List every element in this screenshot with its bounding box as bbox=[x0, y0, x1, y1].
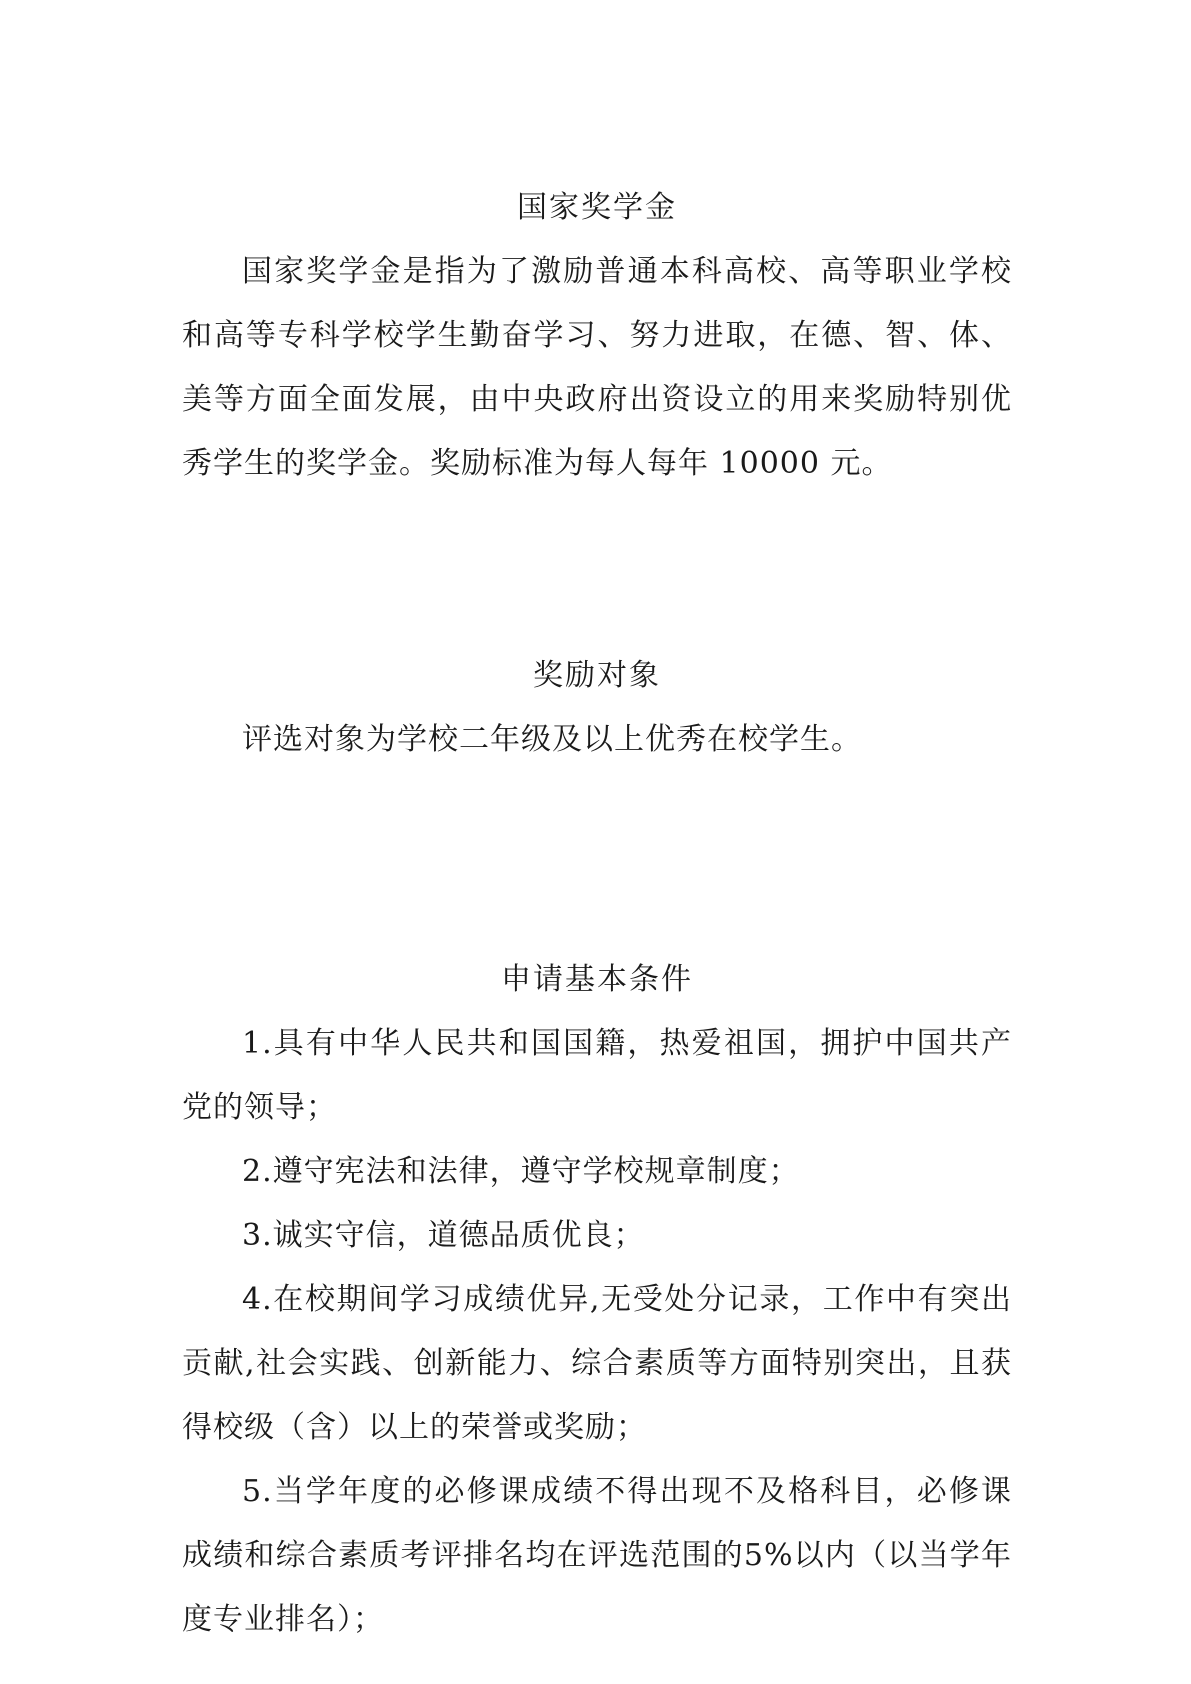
award-target-description: 评选对象为学校二年级及以上优秀在校学生。 bbox=[242, 722, 862, 757]
spacer bbox=[182, 496, 1012, 644]
condition-item-1: 1.具有中华人民共和国国籍，热爱祖国，拥护中国共产党的领导； bbox=[182, 1026, 1012, 1125]
scholarship-description: 国家奖学金是指为了激励普通本科高校、高等职业学校和高等专科学校学生勤奋学习、努力进取，在德、智、体、美等方面全面发展，由中央政府出资设立的用来奖励特别优秀学生的奖学金。奖励标准为每人每年 10000 元。 bbox=[182, 254, 1012, 481]
section-title-award-target: 奖励对象 bbox=[533, 658, 661, 693]
condition-item-3: 3.诚实守信，道德品质优良； bbox=[242, 1218, 645, 1253]
spacer bbox=[182, 772, 1012, 948]
section-title-conditions: 申请基本条件 bbox=[501, 962, 693, 997]
condition-item-2: 2.遵守宪法和法律，遵守学校规章制度； bbox=[242, 1154, 800, 1189]
section-title-scholarship: 国家奖学金 bbox=[517, 190, 677, 225]
document-content bbox=[182, 176, 1012, 1652]
conditions-list bbox=[182, 1012, 1012, 1652]
condition-item-5: 5.当学年度的必修课成绩不得出现不及格科目，必修课成绩和综合素质考评排名均在评选范围的5%以内（以当学年度专业排名）； bbox=[182, 1474, 1012, 1637]
condition-item-4: 4.在校期间学习成绩优异,无受处分记录，工作中有突出贡献,社会实践、创新能力、综合素质等方面特别突出，且获得校级（含）以上的荣誉或奖励； bbox=[182, 1282, 1012, 1445]
